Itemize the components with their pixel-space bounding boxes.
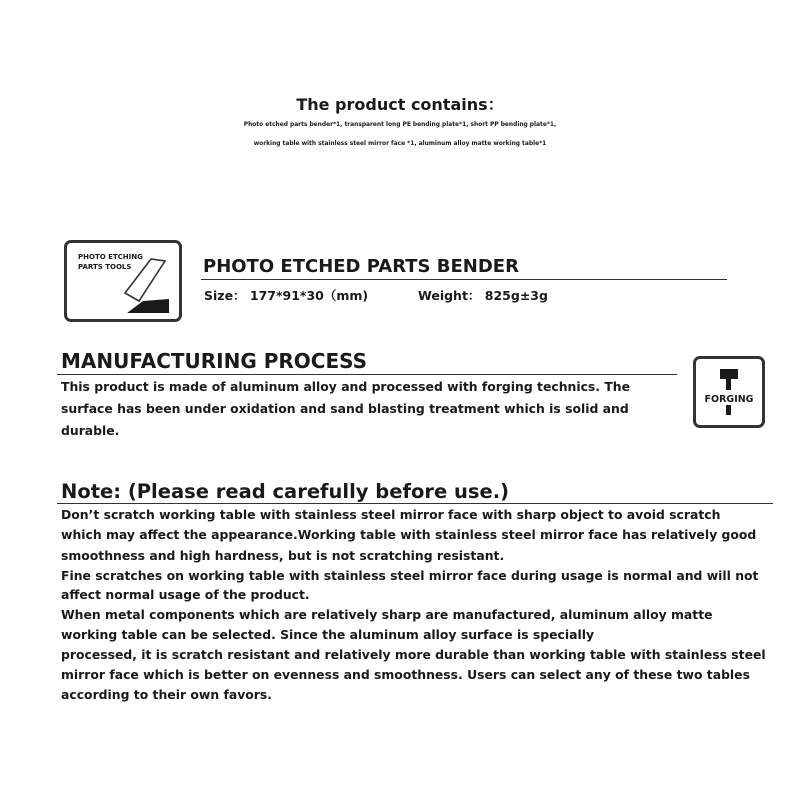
- note-title: Note: (Please read carefully before use.): [61, 480, 510, 503]
- divider: [57, 503, 773, 504]
- contents-title: The product contains：: [296, 95, 504, 114]
- manufacturing-text-line: durable.: [61, 423, 120, 438]
- manufacturing-text-line: This product is made of aluminum alloy and processed with forging technics. The: [61, 379, 631, 394]
- contents-line: Photo etched parts bender*1, transparent long PE bending plate*1, short PP bending plate*1,: [243, 122, 557, 128]
- note-text-line: according to their own favors.: [61, 687, 272, 702]
- forging-badge: [693, 356, 765, 428]
- note-text-line: affect normal usage of the product.: [61, 587, 310, 602]
- manufacturing-text-line: surface has been under oxidation and sand blasting treatment which is solid and: [61, 401, 629, 416]
- divider: [201, 279, 727, 280]
- hammer-icon: [696, 359, 762, 425]
- product-title: PHOTO ETCHED PARTS BENDER: [203, 256, 519, 277]
- note-text-line: processed, it is scratch resistant and relatively more durable than working table with stainless steel: [61, 647, 766, 662]
- forging-label: FORGING: [704, 394, 754, 405]
- badge-label: PHOTO ETCHING: [78, 253, 143, 261]
- spec-size: Size： 177*91*30（mm): [204, 288, 369, 303]
- contents-line: working table with stainless steel mirror face *1, aluminum alloy matte working table*1: [253, 141, 547, 147]
- note-text-line: When metal components which are relatively sharp are manufactured, aluminum alloy matte: [61, 607, 713, 622]
- note-text-line: Fine scratches on working table with stainless steel mirror face during usage is normal and will not: [61, 568, 759, 583]
- badge-label: PARTS TOOLS: [78, 263, 132, 271]
- note-text-line: working table can be selected. Since the aluminum alloy surface is specially: [61, 627, 595, 642]
- note-text-line: mirror face which is better on evenness and smoothness. Users can select any of these two tables: [61, 667, 750, 682]
- note-text-line: Don’t scratch working table with stainless steel mirror face with sharp object to avoid scratch: [61, 507, 721, 522]
- note-text-line: smoothness and high hardness, but is not scratching resistant.: [61, 548, 505, 563]
- note-text-line: which may affect the appearance.Working table with stainless steel mirror face has relatively good: [61, 527, 757, 542]
- manufacturing-title: MANUFACTURING PROCESS: [61, 349, 368, 373]
- divider: [57, 374, 677, 375]
- spec-weight: Weight： 825g±3g: [418, 288, 548, 303]
- photo-etching-badge: [64, 240, 182, 322]
